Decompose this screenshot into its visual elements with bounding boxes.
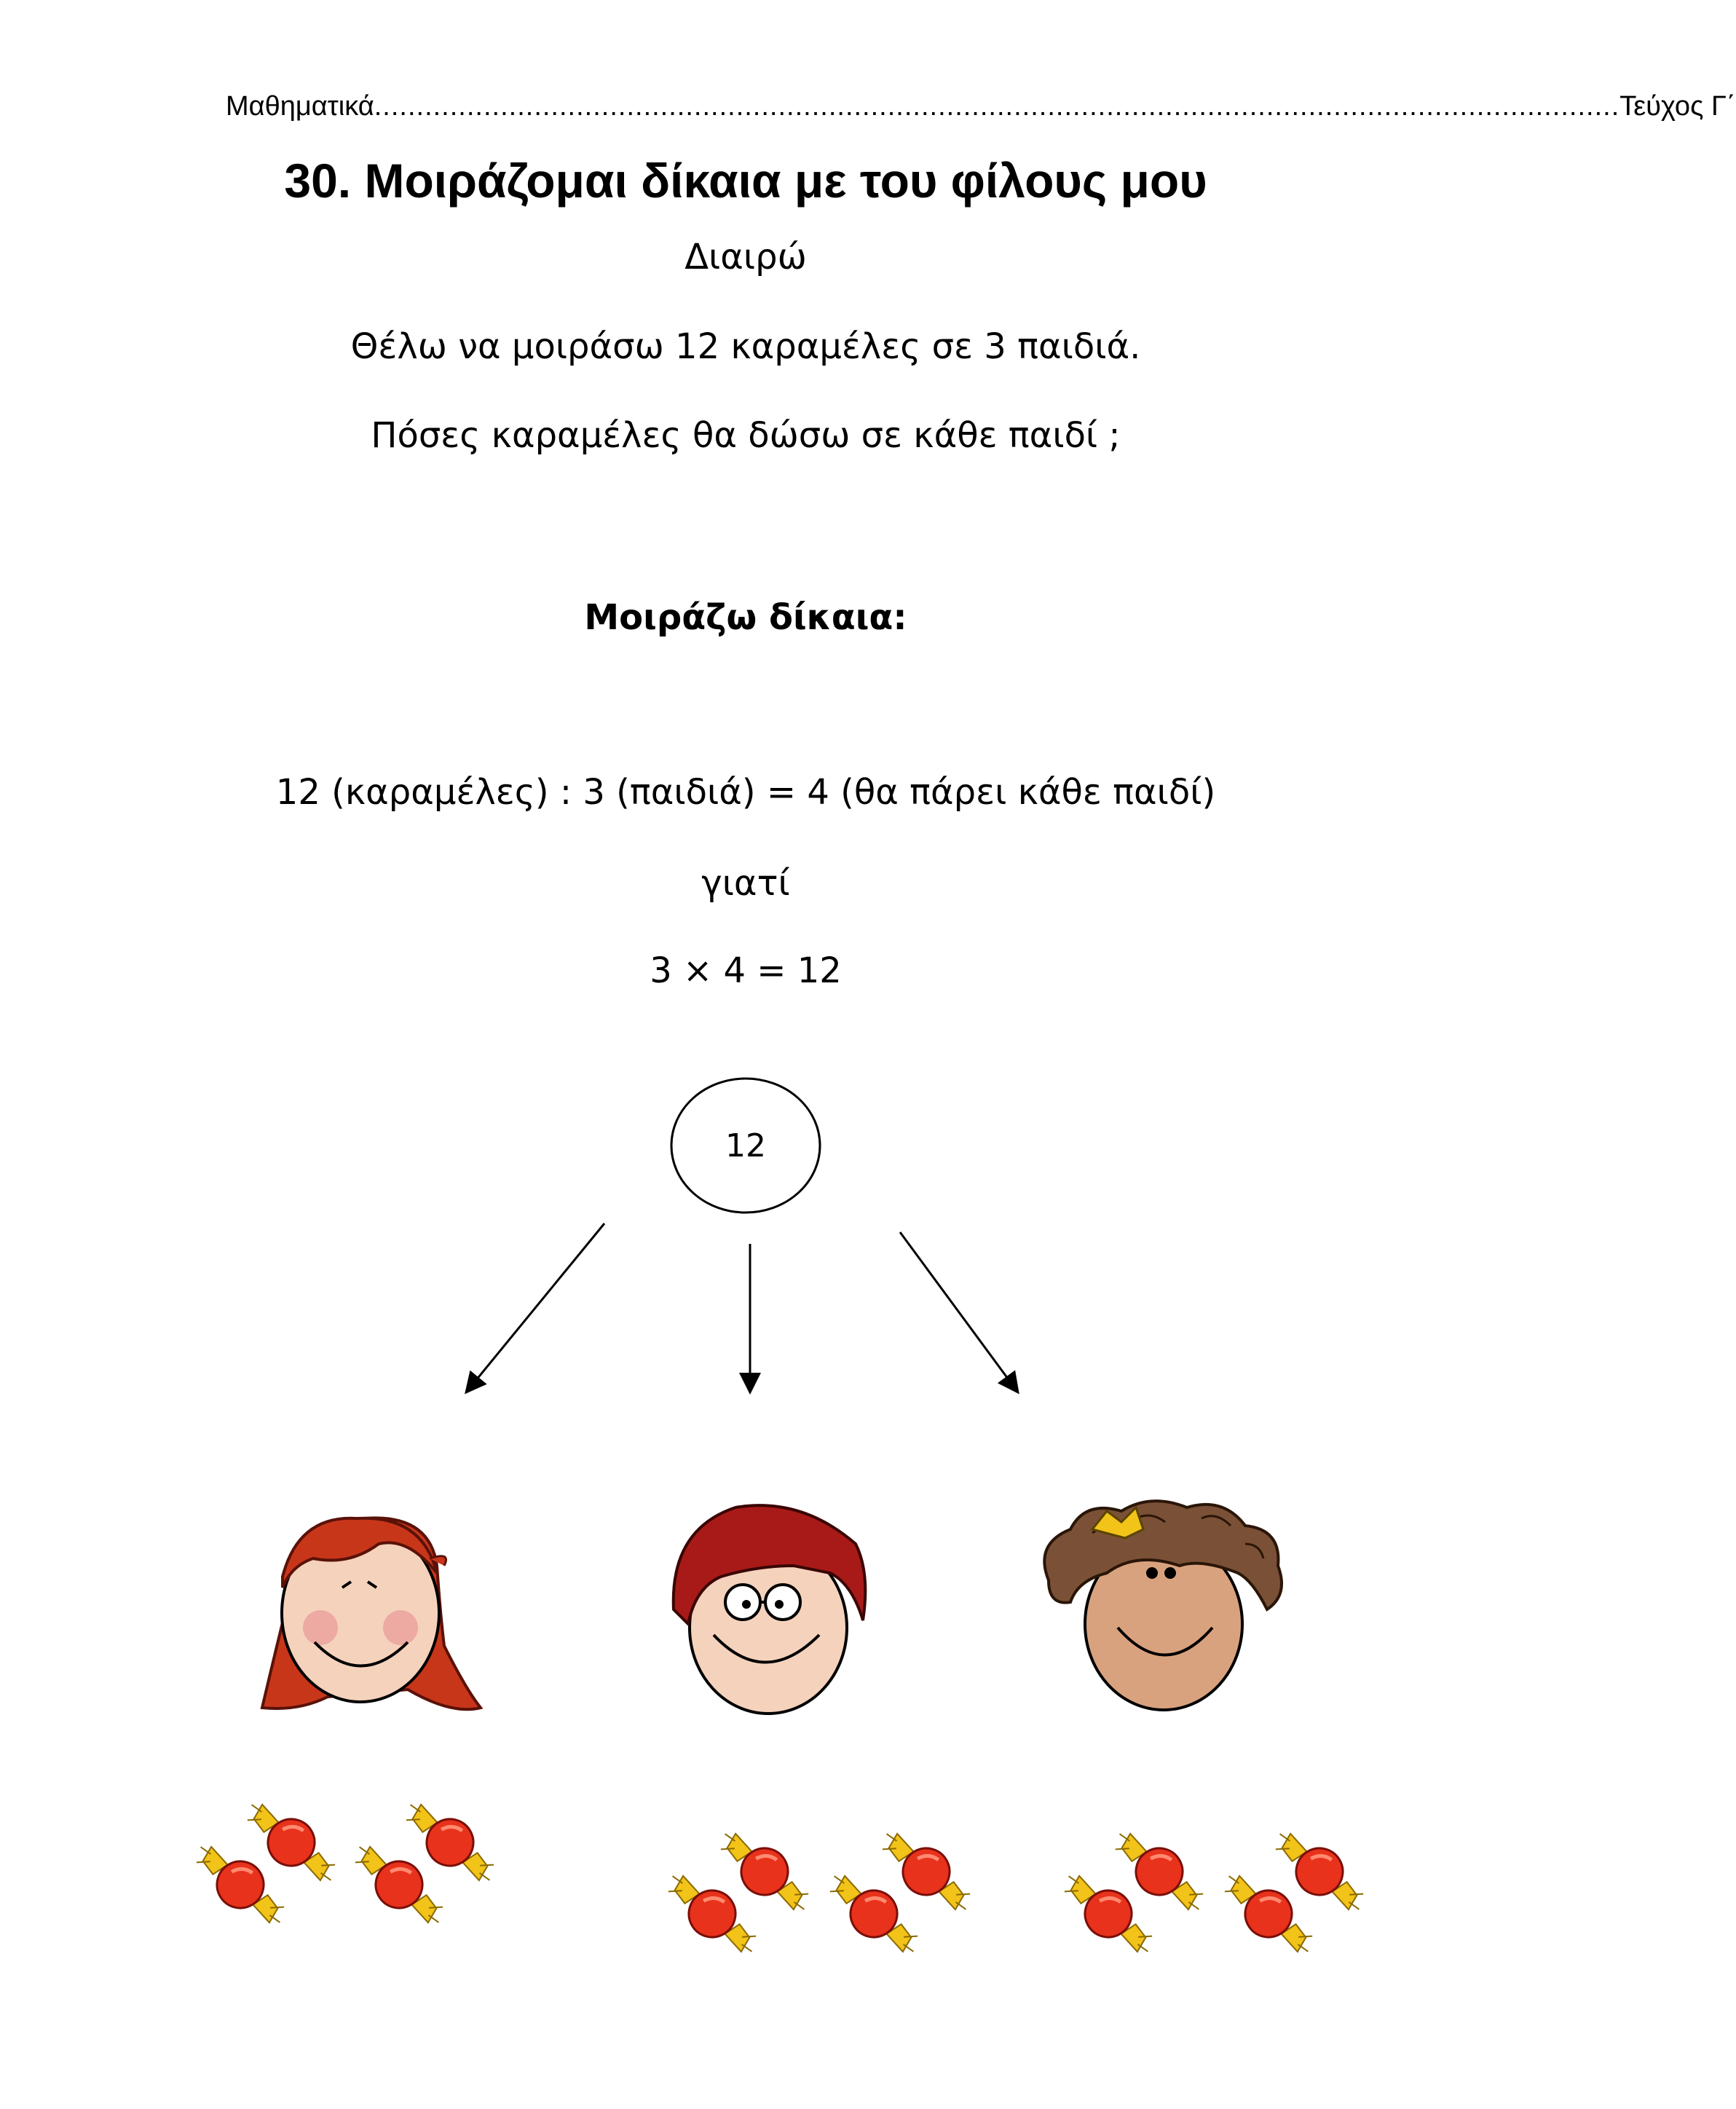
problem-line-2: Πόσες καραμέλες θα δώσω σε κάθε παιδί ; (371, 415, 1121, 456)
header-subject: Μαθηματικά (226, 91, 374, 122)
multiplication-check: 3 × 4 = 12 (650, 950, 842, 991)
boy-glasses-face (674, 1505, 866, 1714)
girl-red-hair-face (262, 1518, 481, 1709)
candy-group-2 (658, 1831, 980, 1954)
share-heading: Μοιράζω δίκαια: (584, 597, 907, 638)
header-dots: .................................................................................................................................................... (374, 91, 1620, 122)
girl-curly-hair-face (1044, 1501, 1282, 1710)
division-equation: 12 (καραμέλες) : 3 (παιδιά) = 4 (θα πάρει κάθε παιδί) (275, 772, 1216, 813)
candy-group-3 (1054, 1831, 1373, 1954)
total-label: 12 (725, 1127, 766, 1164)
candy-group-1 (186, 1802, 504, 1925)
arrow-left (466, 1223, 604, 1392)
subtitle: Διαιρώ (684, 237, 807, 277)
because-text: γιατί (701, 863, 790, 904)
problem-line-1: Θέλω να μοιράσω 12 καραμέλες σε 3 παιδιά. (350, 326, 1141, 367)
arrow-right (900, 1232, 1018, 1392)
page-title: 30. Μοιράζομαι δίκαια με του φίλους μου (284, 154, 1207, 208)
header-issue: Τεύχος Γ΄ (1619, 91, 1736, 122)
